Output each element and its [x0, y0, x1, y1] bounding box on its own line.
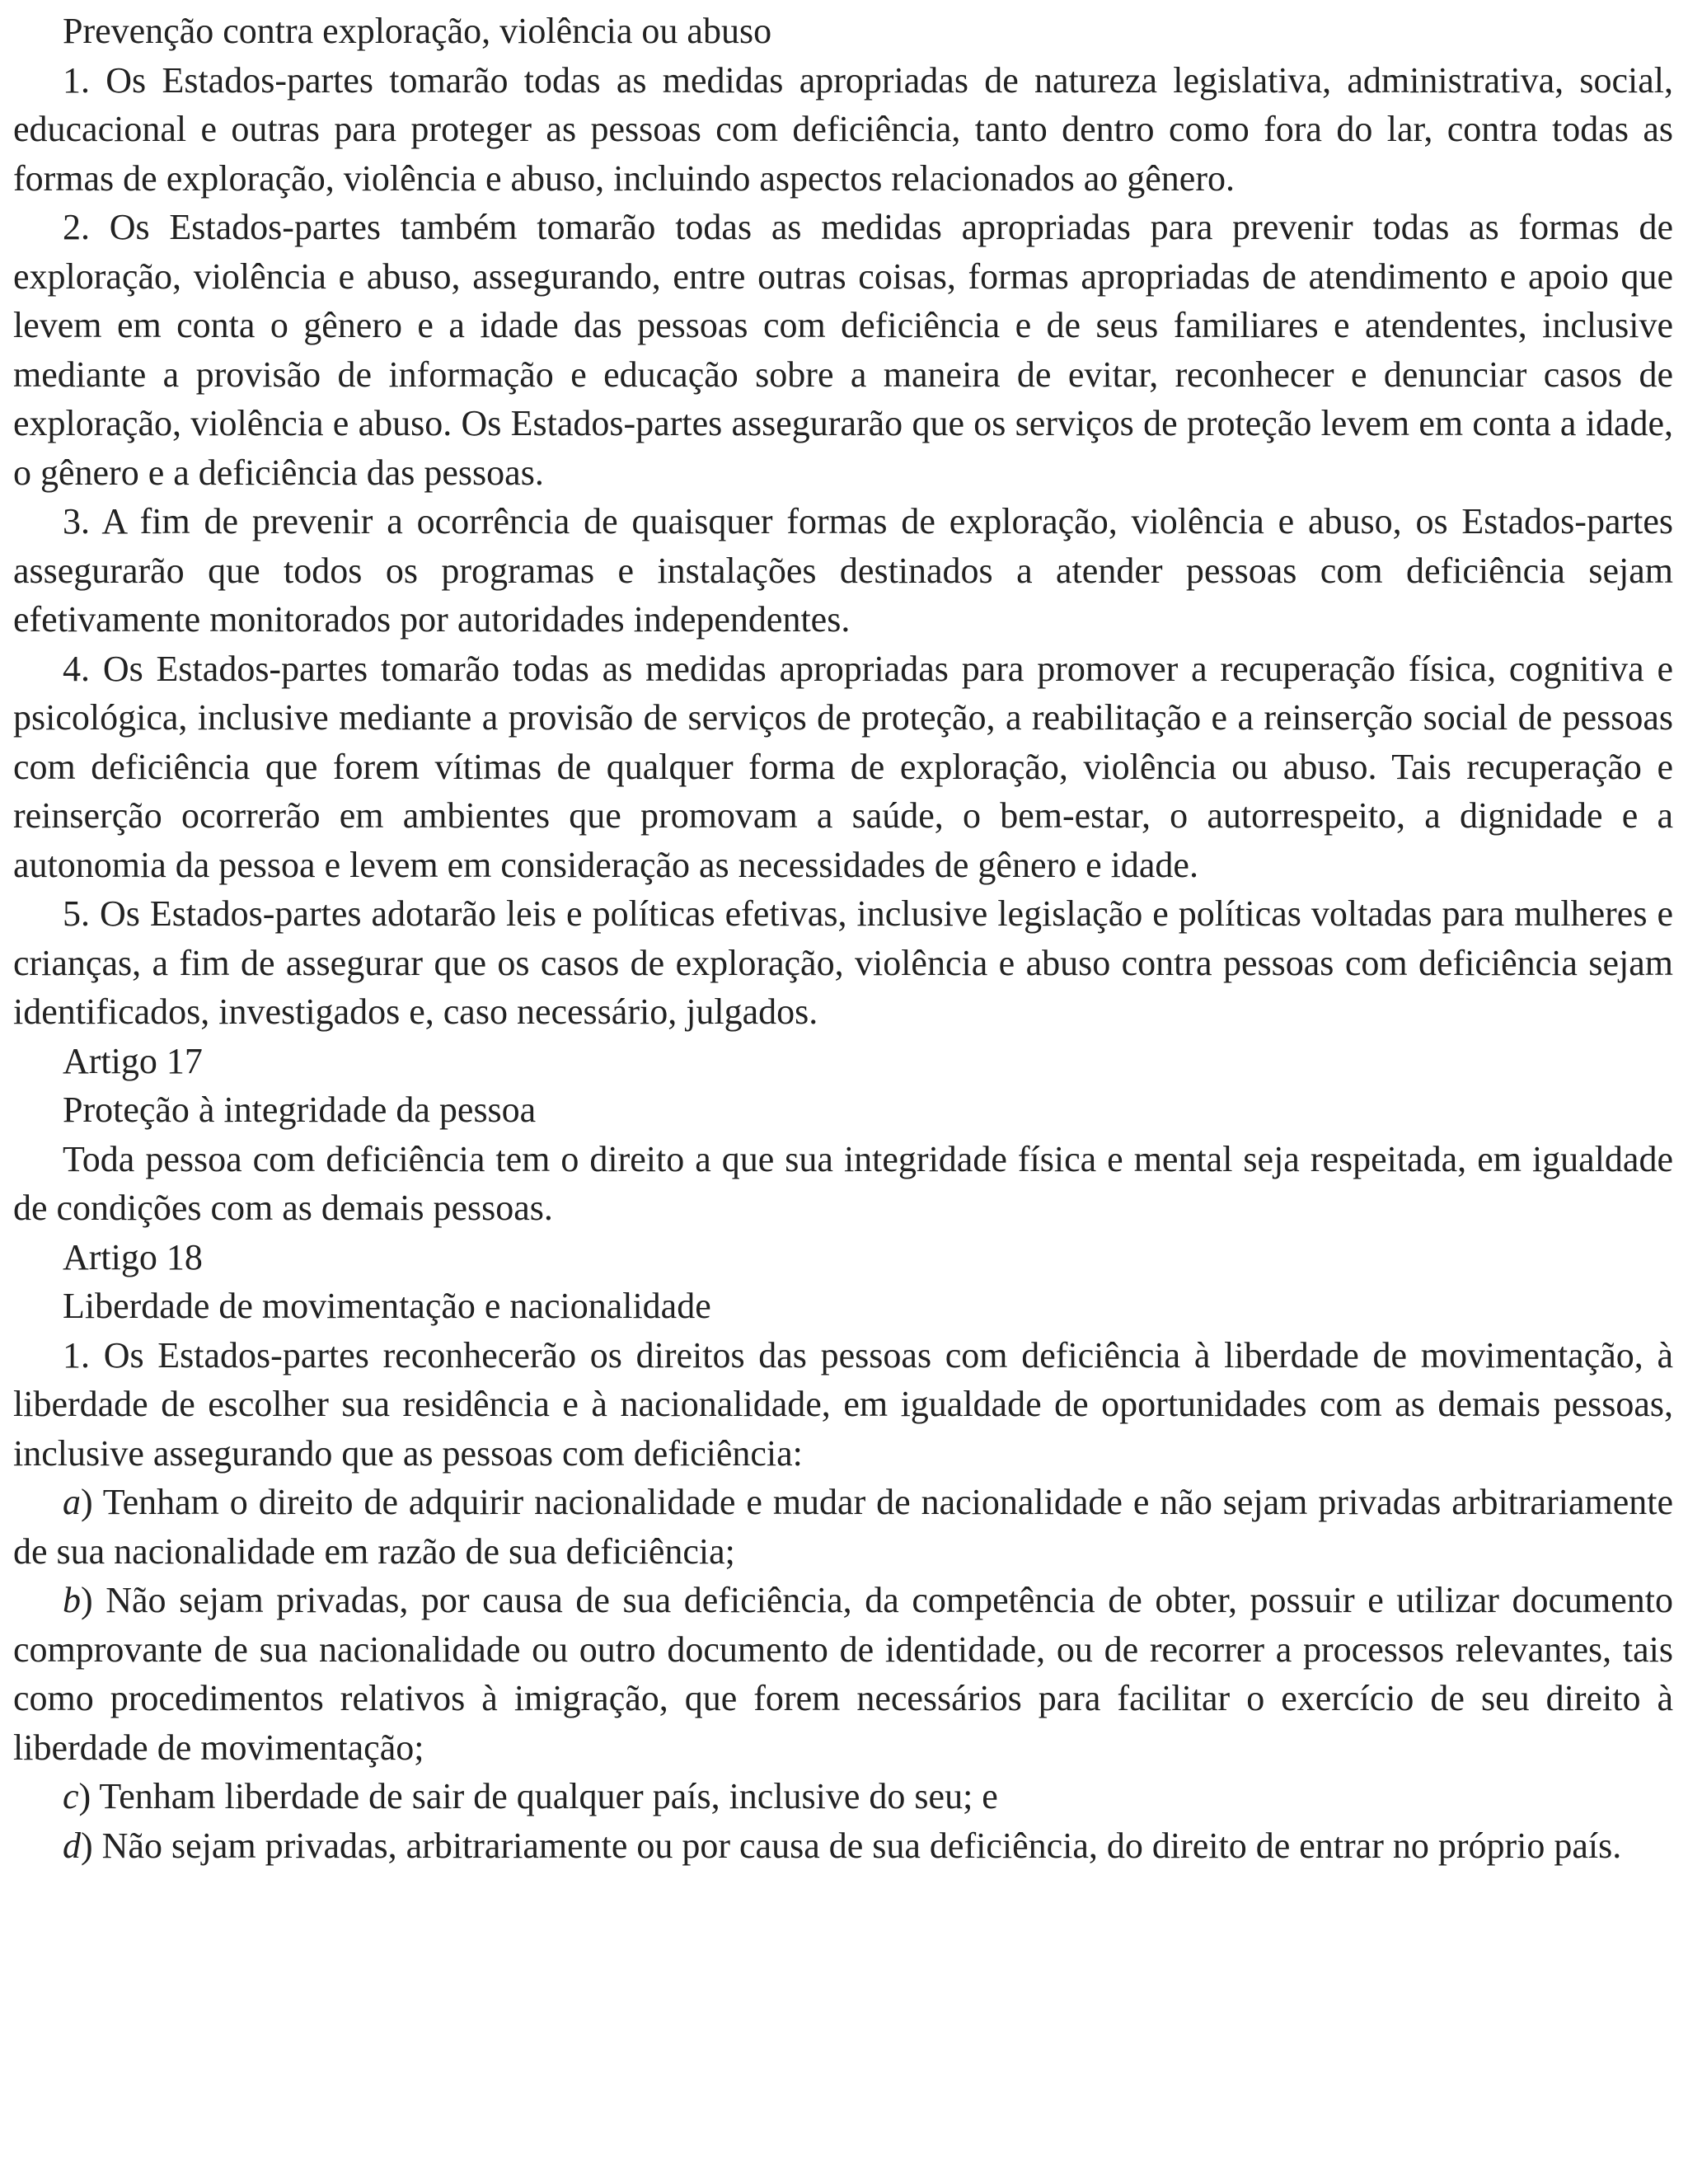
article-18-title: Liberdade de movimentação e nacionalidade [63, 1286, 711, 1326]
article-17-text: Toda pessoa com deficiência tem o direito a que sua integridade física e mental seja respeitada, em igualdade de condições com as demais pessoas. [13, 1138, 1673, 1228]
article-18-label: Artigo 18 [63, 1236, 203, 1277]
article-17-title: Proteção à integridade da pessoa [63, 1090, 537, 1130]
list-item-a [13, 1478, 1673, 1576]
article-17-label: Artigo 17 [63, 1040, 203, 1081]
paragraph-2: 2. Os Estados-partes também tomarão todas as medidas apropriadas para prevenir todas as formas de exploração, violência e abuso, assegurando, entre outras coisas, formas apropriadas de atendimento e apoio que levem em conta o gênero e a idade das pessoas com deficiência e de seus familiares e atendentes, inclusive mediante a provisão de informação e educação sobre a maneira de evitar, reconhecer e denunciar casos de exploração, violência e abuso. Os Estados-partes assegurarão que os serviços de proteção levem em conta a idade, o gênero e a deficiência das pessoas. [13, 207, 1673, 493]
paragraph-4: 4. Os Estados-partes tomarão todas as medidas apropriadas para promover a recuperação física, cognitiva e psicológica, inclusive mediante a provisão de serviços de proteção, a reabilitação e a reinserção social de pessoas com deficiência que forem vítimas de qualquer forma de exploração, violência ou abuso. Tais recuperação e reinserção ocorrerão em ambientes que promovam a saúde, o bem-estar, o autorrespeito, a dignidade e a autonomia da pessoa e levem em consideração as necessidades de gênero e idade. [13, 648, 1673, 885]
article-18-paragraph-1: 1. Os Estados-partes reconhecerão os direitos das pessoas com deficiência à liberdade de movimentação, à liberdade de escolher sua residência e à nacionalidade, em igualdade de oportunidades com as demais pessoas, inclusive assegurando que as pessoas com deficiência: [13, 1334, 1673, 1474]
list-item-c [13, 1772, 1673, 1821]
section-title: Prevenção contra exploração, violência ou abuso [63, 11, 772, 51]
item-letter: d [63, 1825, 81, 1866]
item-text: ) Não sejam privadas, por causa de sua deficiência, da competência de obter, possuir e utilizar documento comprovante de sua nacionalidade ou outro documento de identidade, ou de recorrer a processos relevantes, tais como procedimentos relativos à imigração, que forem necessários para facilitar o exercício de seu direito à liberdade de movimentação; [13, 1580, 1673, 1768]
list-item-d [13, 1821, 1673, 1871]
paragraph-1: 1. Os Estados-partes tomarão todas as medidas apropriadas de natureza legislativa, administrativa, social, educacional e outras para proteger as pessoas com deficiência, tanto dentro como fora do lar, contra todas as formas de exploração, violência e abuso, incluindo aspectos relacionados ao gênero. [13, 59, 1673, 199]
item-text: ) Não sejam privadas, arbitrariamente ou por causa de sua deficiência, do direito de entrar no próprio país. [81, 1825, 1622, 1866]
item-letter: b [63, 1580, 81, 1620]
paragraph-5: 5. Os Estados-partes adotarão leis e políticas efetivas, inclusive legislação e políticas voltadas para mulheres e crianças, a fim de assegurar que os casos de exploração, violência e abuso contra pessoas com deficiência sejam identificados, investigados e, caso necessário, julgados. [13, 893, 1673, 1032]
item-text: ) Tenham o direito de adquirir nacionalidade e mudar de nacionalidade e não sejam privadas arbitrariamente de sua nacionalidade em razão de sua deficiência; [13, 1482, 1673, 1572]
item-text: ) Tenham liberdade de sair de qualquer país, inclusive do seu; e [78, 1776, 998, 1816]
list-item-b [13, 1576, 1673, 1772]
item-letter: c [63, 1776, 79, 1816]
document-page [13, 7, 1673, 1870]
item-letter: a [63, 1482, 81, 1522]
paragraph-3: 3. A fim de prevenir a ocorrência de quaisquer formas de exploração, violência e abuso, os Estados-partes assegurarão que todos os programas e instalações destinados a atender pessoas com deficiência sejam efetivamente monitorados por autoridades independentes. [13, 501, 1673, 640]
